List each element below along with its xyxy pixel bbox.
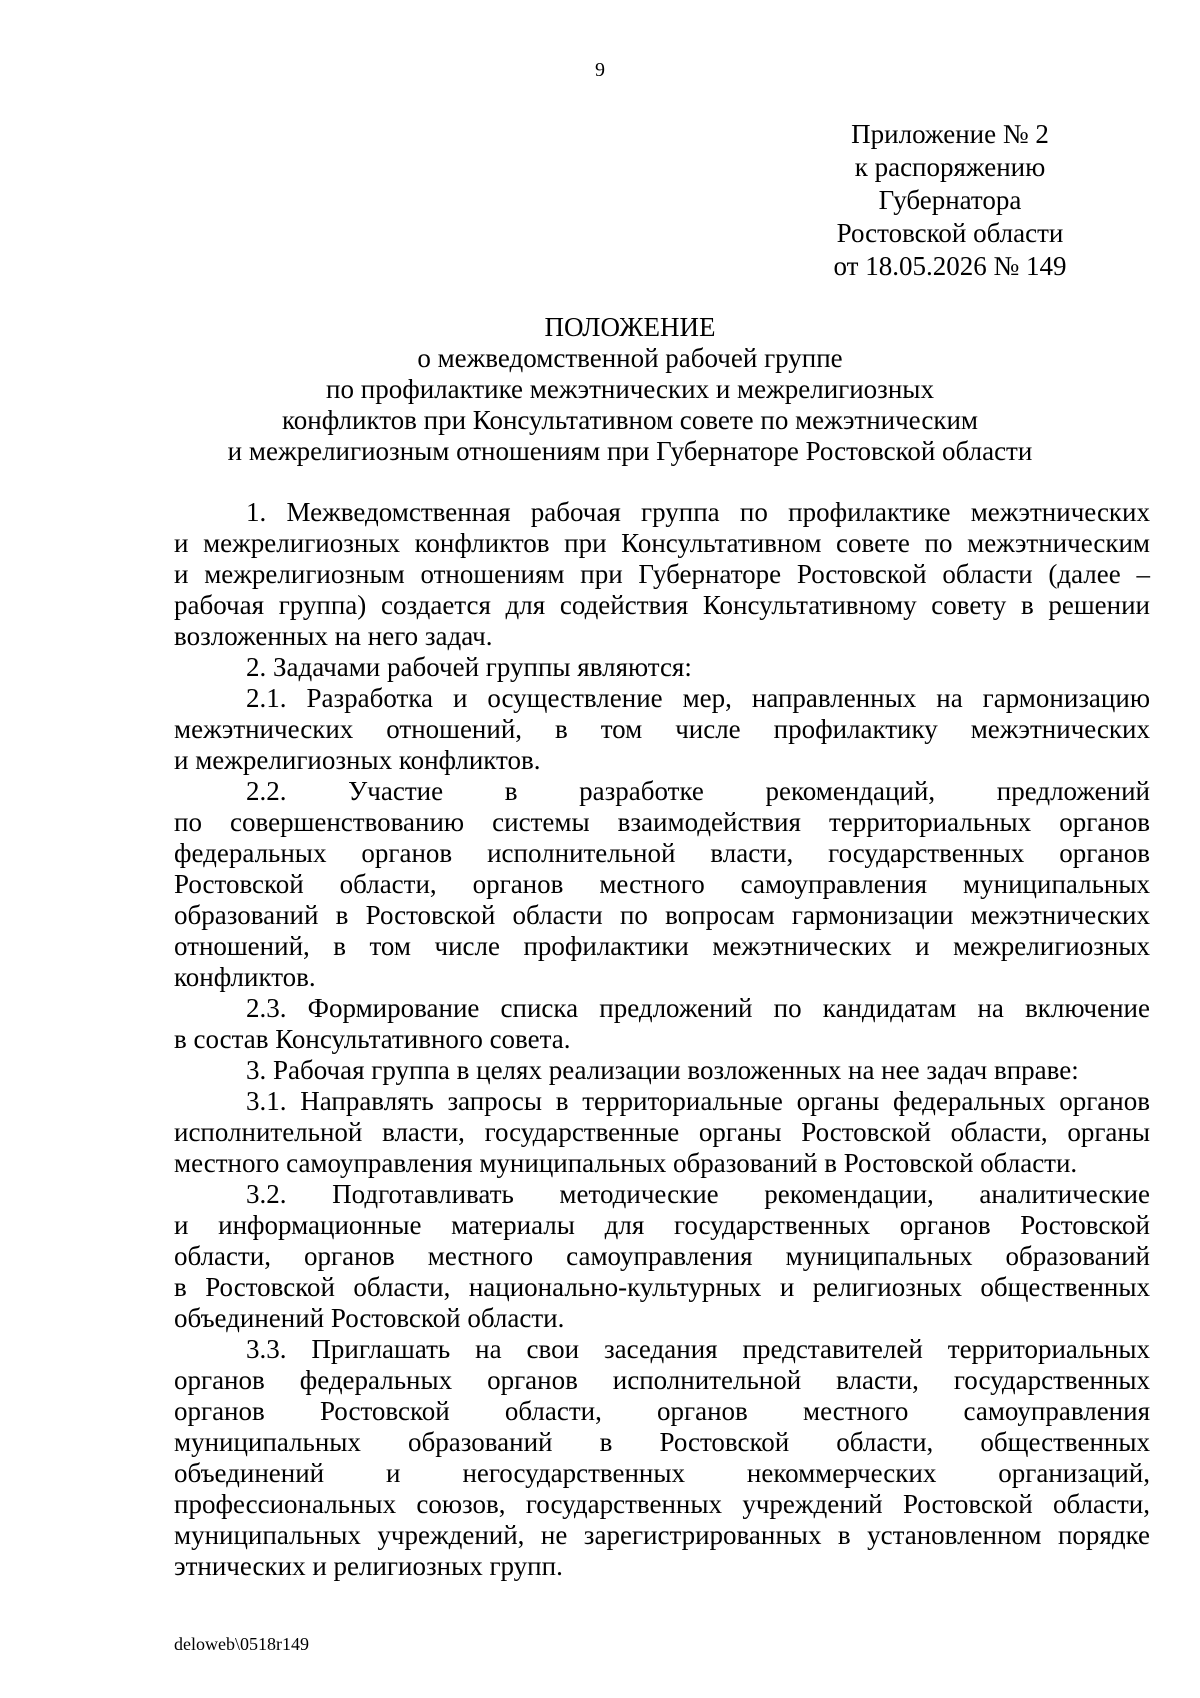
title-line: конфликтов при Консультативном совете по межэтническим xyxy=(282,405,978,435)
paragraph-3-3-line: органов Ростовской области, органов местного самоуправления xyxy=(174,1396,1150,1426)
paragraph-2-3-line: в состав Консультативного совета. xyxy=(174,1024,571,1054)
paragraph-2-2-line: 2.2. Участие в разработке рекомендаций, предложений xyxy=(246,776,1150,806)
paragraph-2-1-line: 2.1. Разработка и осуществление мер, направленных на гармонизацию xyxy=(246,683,1150,713)
appendix-line: от 18.05.2026 № 149 xyxy=(833,251,1067,281)
paragraph-3-3-line: профессиональных союзов, государственных учреждений Ростовской области, xyxy=(174,1489,1150,1519)
title-line: и межрелигиозным отношениям при Губернаторе Ростовской области xyxy=(227,436,1033,466)
paragraph-2-2-line: образований в Ростовской области по вопросам гармонизации межэтнических xyxy=(174,900,1150,930)
page-number: 9 xyxy=(595,59,605,81)
paragraph-2-2-line: по совершенствованию системы взаимодействия территориальных органов xyxy=(174,807,1150,837)
paragraph-2-1-line: межэтнических отношений, в том числе профилактику межэтнических xyxy=(174,714,1150,744)
appendix-line: Приложение № 2 xyxy=(851,119,1049,149)
paragraph-3-3-line: органов федеральных органов исполнительной власти, государственных xyxy=(174,1365,1150,1395)
title-line: о межведомственной рабочей группе xyxy=(417,343,843,373)
paragraph-3-1-line: 3.1. Направлять запросы в территориальные органы федеральных органов xyxy=(246,1086,1150,1116)
paragraph-3-1-line: местного самоуправления муниципальных образований в Ростовской области. xyxy=(174,1148,1078,1178)
paragraph-3-3-line: муниципальных образований в Ростовской области, общественных xyxy=(174,1427,1150,1457)
paragraph-1-line: возложенных на него задач. xyxy=(174,621,493,651)
document-footer-code: deloweb\0518r149 xyxy=(174,1634,309,1654)
paragraph-3-2-line: и информационные материалы для государственных органов Ростовской xyxy=(174,1210,1150,1240)
appendix-block xyxy=(800,118,1100,283)
paragraph-1-line: 1. Межведомственная рабочая группа по профилактике межэтнических xyxy=(246,497,1150,527)
paragraph-3-2-line: объединений Ростовской области. xyxy=(174,1303,565,1333)
paragraph-1-line: и межрелигиозных конфликтов при Консультативном совете по межэтническим xyxy=(174,528,1150,558)
paragraph-3-2-line: 3.2. Подготавливать методические рекомендации, аналитические xyxy=(246,1179,1150,1209)
paragraph-3-3-line: объединений и негосударственных некоммерческих организаций, xyxy=(174,1458,1150,1488)
paragraph-2-2-line: Ростовской области, органов местного самоуправления муниципальных xyxy=(174,869,1150,899)
paragraph-2-line: 2. Задачами рабочей группы являются: xyxy=(246,652,692,682)
paragraph-2-1-line: и межрелигиозных конфликтов. xyxy=(174,745,541,775)
paragraph-3-2-line: в Ростовской области, национально-культурных и религиозных общественных xyxy=(174,1272,1150,1302)
document-title xyxy=(160,312,1100,467)
paragraph-2-2-line: отношений, в том числе профилактики межэтнических и межрелигиозных xyxy=(174,931,1150,961)
appendix-line: Ростовской области xyxy=(836,218,1064,248)
appendix-line: Губернатора xyxy=(878,185,1022,215)
paragraph-2-2-line: федеральных органов исполнительной власти, государственных органов xyxy=(174,838,1150,868)
paragraph-1-line: рабочая группа) создается для содействия Консультативному совету в решении xyxy=(174,590,1150,620)
paragraph-3-3-line: 3.3. Приглашать на свои заседания представителей территориальных xyxy=(246,1334,1150,1364)
paragraph-3-3-line: муниципальных учреждений, не зарегистрированных в установленном порядке xyxy=(174,1520,1150,1550)
appendix-line: к распоряжению xyxy=(854,152,1046,182)
paragraph-3-2-line: области, органов местного самоуправления муниципальных образований xyxy=(174,1241,1150,1271)
paragraph-3-line: 3. Рабочая группа в целях реализации возложенных на нее задач вправе: xyxy=(246,1055,1079,1085)
title-heading: ПОЛОЖЕНИЕ xyxy=(544,312,716,342)
paragraph-2-3-line: 2.3. Формирование списка предложений по кандидатам на включение xyxy=(246,993,1150,1023)
paragraph-1-line: и межрелигиозным отношениям при Губернаторе Ростовской области (далее – xyxy=(174,559,1150,589)
paragraph-2-2-line: конфликтов. xyxy=(174,962,316,992)
title-line: по профилактике межэтнических и межрелигиозных xyxy=(326,374,934,404)
paragraph-3-3-line: этнических и религиозных групп. xyxy=(174,1551,563,1581)
paragraph-3-1-line: исполнительной власти, государственные органы Ростовской области, органы xyxy=(174,1117,1150,1147)
document-body xyxy=(174,497,1150,1582)
